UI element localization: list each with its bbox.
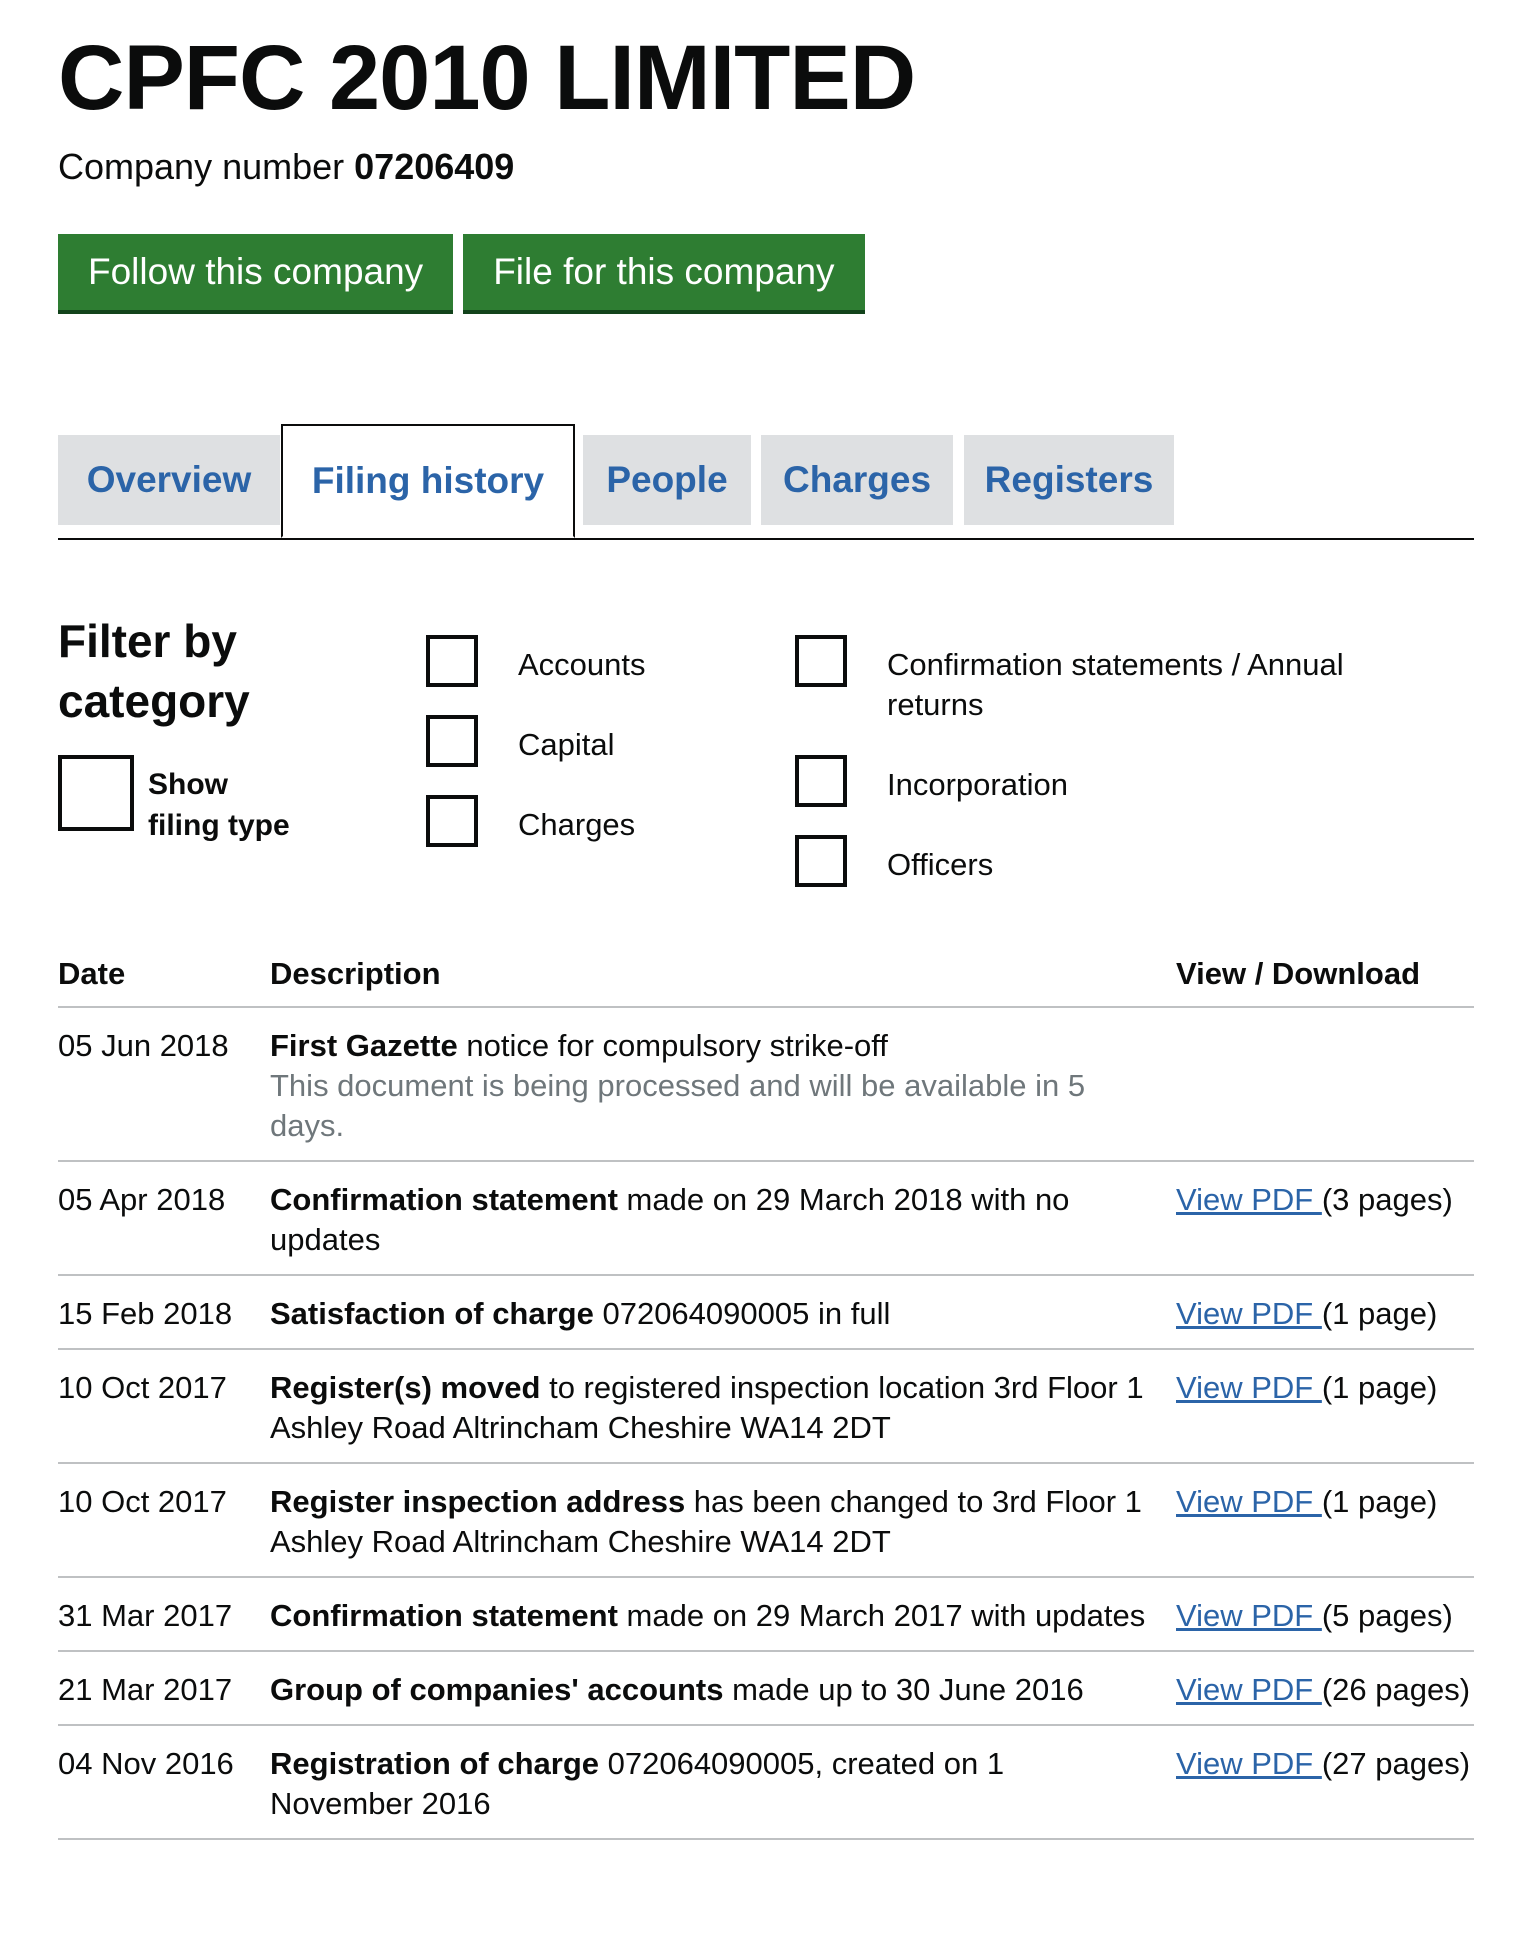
confirmation-statements-label <box>887 645 1344 725</box>
row-description-text: to registered inspection location 3rd Floor 1 Ashley Road Altrincham Cheshire WA14 2DT <box>270 1370 1144 1445</box>
show-label-line2: filing type <box>148 809 290 842</box>
table-row <box>58 1007 1474 1161</box>
tab-people[interactable]: People <box>583 435 751 525</box>
confirmation-label-line1: Confirmation statements / Annual <box>887 647 1344 682</box>
view-pdf-link[interactable]: View PDF <box>1176 1370 1322 1405</box>
view-pdf-link[interactable]: View PDF <box>1176 1296 1322 1331</box>
row-description-text: made on 29 March 2017 with updates <box>617 1598 1146 1633</box>
show-label-line1: Show <box>148 768 228 801</box>
row-description <box>270 1161 1176 1275</box>
tab-charges[interactable]: Charges <box>761 435 953 525</box>
view-pdf-link[interactable]: View PDF <box>1176 1182 1322 1217</box>
row-date: 05 Jun 2018 <box>58 1007 270 1161</box>
row-description <box>270 1725 1176 1839</box>
row-description-type: Confirmation statement <box>270 1182 618 1217</box>
incorporation-label: Incorporation <box>887 767 1068 802</box>
header-description: Description <box>270 946 1176 1007</box>
view-pdf-link[interactable]: View PDF <box>1176 1484 1322 1519</box>
row-description <box>270 1275 1176 1349</box>
processing-note: This document is being processed and will be available in 5 days. <box>270 1068 1086 1143</box>
tab-registers[interactable]: Registers <box>964 435 1174 525</box>
file-for-company-button[interactable]: File for this company <box>463 234 864 310</box>
table-row <box>58 1275 1474 1349</box>
view-pdf-link[interactable]: View PDF <box>1176 1672 1322 1707</box>
accounts-checkbox[interactable] <box>426 635 478 687</box>
page-count: (5 pages) <box>1321 1598 1453 1633</box>
filter-title-line1: Filter by <box>58 615 237 667</box>
show-filing-type-label <box>148 764 290 846</box>
capital-checkbox[interactable] <box>426 715 478 767</box>
row-view-download <box>1176 1463 1474 1577</box>
row-date: 21 Mar 2017 <box>58 1651 270 1725</box>
row-description-type: Confirmation statement <box>270 1598 618 1633</box>
row-description-type: Register(s) moved <box>270 1370 541 1405</box>
incorporation-checkbox[interactable] <box>795 755 847 807</box>
row-view-download <box>1176 1349 1474 1463</box>
header-view-download: View / Download <box>1176 946 1474 1007</box>
page-count: (1 page) <box>1321 1484 1438 1519</box>
table-row <box>58 1577 1474 1651</box>
row-description-text: 072064090005 in full <box>593 1296 891 1331</box>
page-count: (1 page) <box>1321 1296 1438 1331</box>
company-name: CPFC 2010 LIMITED <box>58 27 916 129</box>
row-date: 04 Nov 2016 <box>58 1725 270 1839</box>
follow-company-button[interactable]: Follow this company <box>58 234 453 310</box>
officers-checkbox[interactable] <box>795 835 847 887</box>
filter-title-line2: category <box>58 674 250 727</box>
confirmation-statements-checkbox[interactable] <box>795 635 847 687</box>
row-description-type: Satisfaction of charge <box>270 1296 594 1331</box>
filter-title <box>58 612 250 732</box>
accounts-label: Accounts <box>518 647 646 682</box>
row-description <box>270 1349 1176 1463</box>
company-number-label: Company number <box>58 146 345 187</box>
table-row <box>58 1463 1474 1577</box>
row-view-download <box>1176 1161 1474 1275</box>
view-pdf-link[interactable]: View PDF <box>1176 1746 1322 1781</box>
row-description-type: First Gazette <box>270 1028 458 1063</box>
action-buttons <box>58 234 865 310</box>
row-description-text: made up to 30 June 2016 <box>723 1672 1084 1707</box>
row-view-download <box>1176 1725 1474 1839</box>
table-row <box>58 1349 1474 1463</box>
row-date: 05 Apr 2018 <box>58 1161 270 1275</box>
confirmation-label-line2: returns <box>887 687 984 722</box>
page-count: (1 page) <box>1321 1370 1438 1405</box>
company-number <box>58 146 514 188</box>
row-description-type: Registration of charge <box>270 1746 599 1781</box>
tab-bar <box>58 424 1474 540</box>
row-description-text: notice for compulsory strike-off <box>457 1028 888 1063</box>
row-description-text: made on 29 March 2018 with no updates <box>270 1182 1070 1257</box>
view-pdf-link[interactable]: View PDF <box>1176 1598 1322 1633</box>
row-date: 10 Oct 2017 <box>58 1349 270 1463</box>
header-date: Date <box>58 946 270 1007</box>
row-view-download <box>1176 1577 1474 1651</box>
row-date: 31 Mar 2017 <box>58 1577 270 1651</box>
row-view-download <box>1176 1275 1474 1349</box>
officers-label: Officers <box>887 847 994 882</box>
table-row <box>58 1651 1474 1725</box>
tab-filing-history[interactable]: Filing history <box>281 424 575 538</box>
page-count: (27 pages) <box>1321 1746 1471 1781</box>
capital-label: Capital <box>518 727 615 762</box>
row-view-empty <box>1176 1007 1474 1161</box>
row-description <box>270 1463 1176 1577</box>
row-description-type: Register inspection address <box>270 1484 686 1519</box>
table-row <box>58 1725 1474 1839</box>
table-header-row <box>58 946 1474 1007</box>
page-count: (26 pages) <box>1321 1672 1471 1707</box>
filing-history-table <box>58 946 1474 1840</box>
row-description <box>270 1577 1176 1651</box>
charges-checkbox[interactable] <box>426 795 478 847</box>
row-view-download <box>1176 1651 1474 1725</box>
company-number-value: 07206409 <box>354 146 515 187</box>
row-description-type: Group of companies' accounts <box>270 1672 724 1707</box>
tab-overview[interactable]: Overview <box>58 435 280 525</box>
table-row <box>58 1161 1474 1275</box>
row-description <box>270 1651 1176 1725</box>
show-filing-type-checkbox[interactable] <box>58 755 134 831</box>
page-count: (3 pages) <box>1321 1182 1453 1217</box>
row-date: 10 Oct 2017 <box>58 1463 270 1577</box>
row-description-text: has been changed to 3rd Floor 1 Ashley Road Altrincham Cheshire WA14 2DT <box>270 1484 1142 1559</box>
charges-label: Charges <box>518 807 636 842</box>
row-description-text: 072064090005, created on 1 November 2016 <box>270 1746 1005 1821</box>
row-description <box>270 1007 1176 1161</box>
row-date: 15 Feb 2018 <box>58 1275 270 1349</box>
